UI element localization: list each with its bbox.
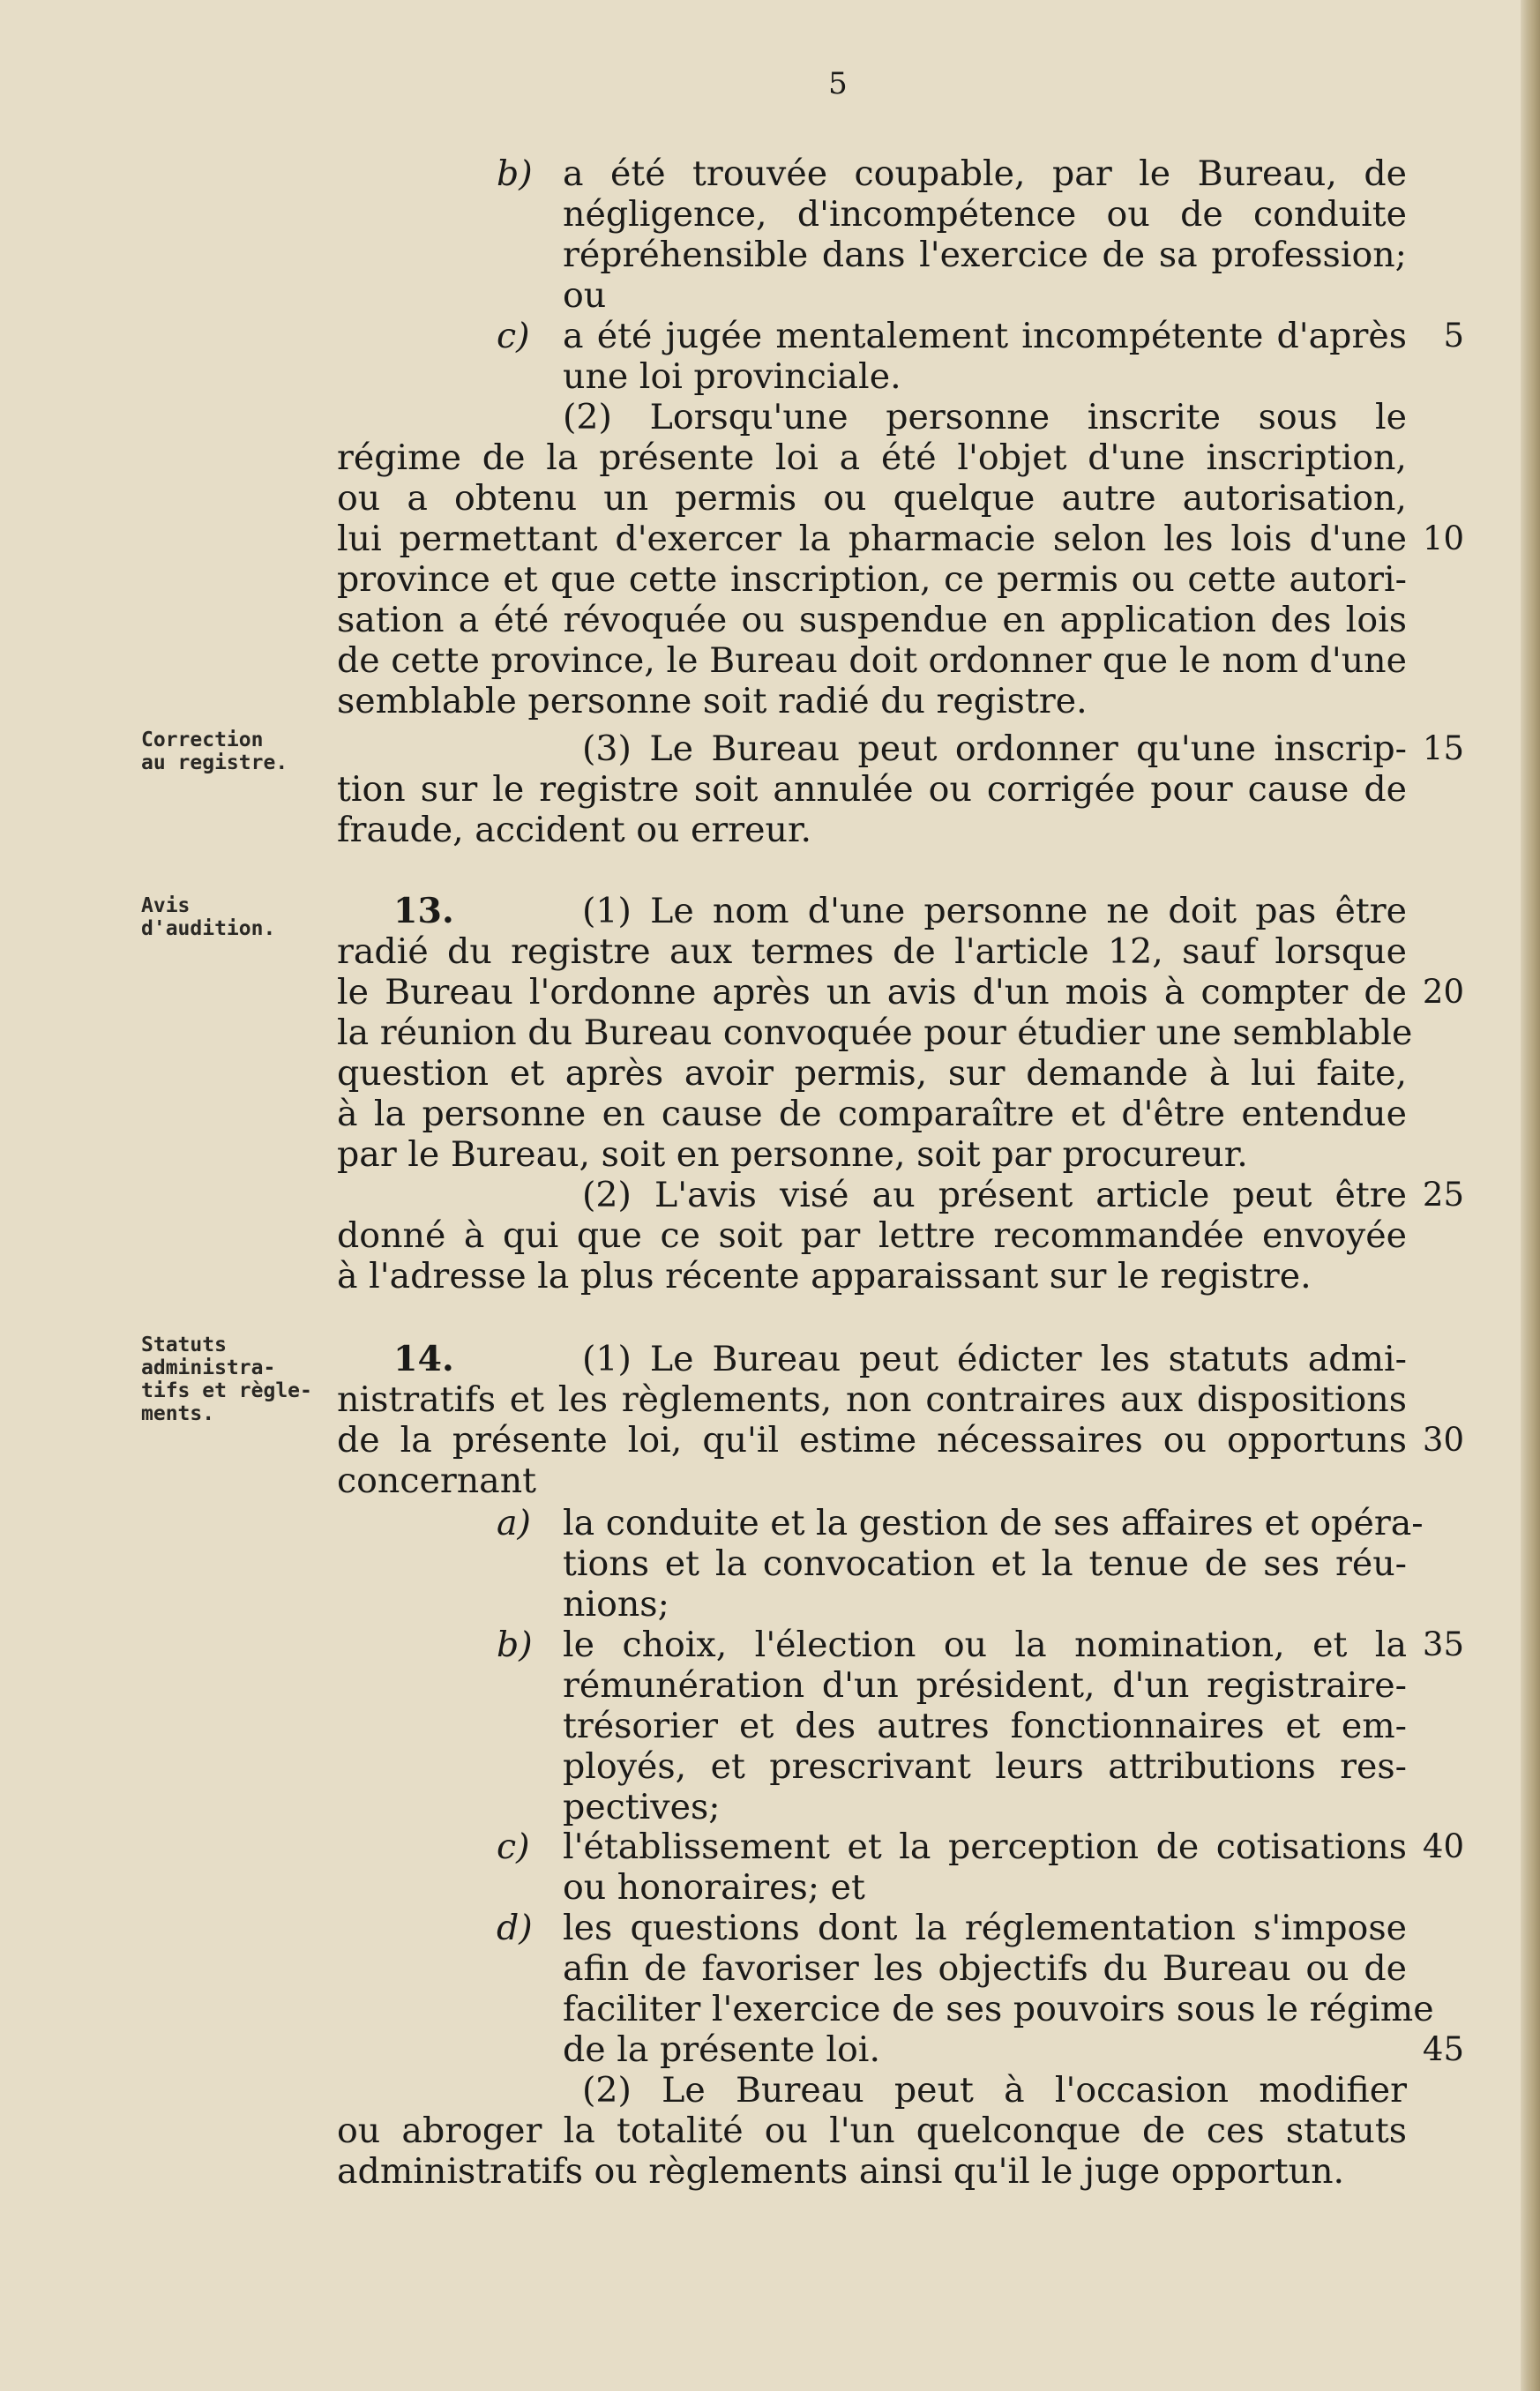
text-line: trésorier et des autres fonctionnaires et em-	[563, 1706, 1407, 1746]
text-line: la conduite et la gestion de ses affaires et opéra-	[563, 1503, 1424, 1543]
text-line: nions;	[563, 1584, 669, 1625]
line-number: 10	[1422, 519, 1464, 557]
text-line: négligence, d'incompétence ou de conduite	[563, 194, 1407, 235]
text-line: de la présente loi.	[563, 2029, 880, 2070]
page-edge	[1521, 0, 1540, 2391]
line-number: 45	[1422, 2030, 1464, 2068]
text-line: ou	[563, 275, 607, 316]
text-line: fraude, accident ou erreur.	[337, 810, 812, 850]
line-number: 15	[1422, 729, 1464, 767]
text-line: de la présente loi, qu'il estime nécessaires ou opportuns	[337, 1420, 1407, 1461]
line-number: 25	[1422, 1176, 1464, 1214]
margin-note-line: Statuts	[141, 1334, 227, 1356]
text-line: l'établissement et la perception de cotisations	[563, 1827, 1407, 1867]
text-line: province et que cette inscription, ce permis ou cette autori-	[337, 559, 1407, 600]
margin-note-avis	[141, 894, 318, 940]
text-line: nistratifs et les règlements, non contraires aux dispositions	[337, 1379, 1407, 1420]
line-number: 30	[1422, 1421, 1464, 1459]
text-line: tion sur le registre soit annulée ou corrigée pour cause de	[337, 769, 1407, 810]
text-line: (2) Le Bureau peut à l'occasion modifier	[582, 2070, 1407, 2111]
text-line: régime de la présente loi a été l'objet d'une inscription,	[337, 437, 1407, 478]
margin-note-line: ments.	[141, 1402, 215, 1425]
text-line: la réunion du Bureau convoquée pour étudier une semblable	[337, 1012, 1413, 1053]
section-number-13: 13.	[393, 891, 454, 931]
text-line: rémunération d'un président, d'un registraire-	[563, 1665, 1407, 1706]
text-line: de cette province, le Bureau doit ordonner que le nom d'une	[337, 640, 1407, 681]
line-number: 20	[1422, 973, 1464, 1011]
text-line: question et après avoir permis, sur demande à lui faite,	[337, 1053, 1407, 1094]
line-number: 40	[1422, 1827, 1464, 1865]
line-number: 5	[1443, 317, 1464, 355]
text-line: (3) Le Bureau peut ordonner qu'une inscrip-	[582, 729, 1407, 769]
item-letter-a: a)	[497, 1503, 531, 1543]
text-line: semblable personne soit radié du registre.	[337, 681, 1088, 721]
text-line: radié du registre aux termes de l'article 12, sauf lorsque	[337, 931, 1407, 972]
text-line: à la personne en cause de comparaître et d'être entendue	[337, 1094, 1407, 1134]
text-line: a été trouvée coupable, par le Bureau, de	[563, 153, 1407, 194]
margin-note-statuts	[141, 1334, 318, 1425]
text-line: (2) L'avis visé au présent article peut être	[582, 1175, 1407, 1215]
item-letter-b: b)	[497, 153, 533, 194]
text-line: ou abroger la totalité ou l'un quelconque de ces statuts	[337, 2111, 1407, 2151]
text-line: sation a été révoquée ou suspendue en application des lois	[337, 600, 1407, 640]
text-line: par le Bureau, soit en personne, soit par procureur.	[337, 1134, 1248, 1175]
text-line: à l'adresse la plus récente apparaissant sur le registre.	[337, 1256, 1312, 1296]
text-line: le choix, l'élection ou la nomination, et la	[563, 1625, 1407, 1665]
text-line: ployés, et prescrivant leurs attributions res-	[563, 1746, 1407, 1787]
page-number: 5	[828, 66, 848, 101]
text-line: ou honoraires; et	[563, 1867, 865, 1908]
text-line: faciliter l'exercice de ses pouvoirs sous le régime	[563, 1989, 1434, 2029]
margin-note-line: tifs et règle-	[141, 1379, 312, 1402]
text-line: (1) Le nom d'une personne ne doit pas être	[582, 891, 1407, 931]
text-line: (1) Le Bureau peut édicter les statuts admi-	[582, 1339, 1407, 1379]
text-line: une loi provinciale.	[563, 356, 901, 397]
text-line: afin de favoriser les objectifs du Bureau ou de	[563, 1948, 1407, 1989]
line-number: 35	[1422, 1625, 1464, 1663]
section-number-14: 14.	[393, 1339, 454, 1379]
item-letter-d: d)	[497, 1908, 533, 1948]
text-line: a été jugée mentalement incompétente d'après	[563, 316, 1407, 356]
margin-note-line: administra-	[141, 1356, 276, 1379]
text-line: tions et la convocation et la tenue de ses réu-	[563, 1543, 1407, 1584]
item-letter-c: c)	[497, 316, 530, 356]
margin-note-line: Correction	[141, 729, 264, 751]
text-line: administratifs ou règlements ainsi qu'il le juge opportun.	[337, 2151, 1345, 2192]
text-line: répréhensible dans l'exercice de sa profession;	[563, 235, 1407, 275]
margin-note-line: d'audition.	[141, 917, 276, 940]
margin-note-correction	[141, 729, 318, 774]
item-letter-c: c)	[497, 1827, 530, 1867]
margin-note-line: au registre.	[141, 751, 288, 774]
text-line: donné à qui que ce soit par lettre recommandée envoyée	[337, 1215, 1407, 1256]
text-line: lui permettant d'exercer la pharmacie selon les lois d'une	[337, 519, 1407, 559]
text-line: ou a obtenu un permis ou quelque autre autorisation,	[337, 478, 1407, 519]
text-line: les questions dont la réglementation s'impose	[563, 1908, 1407, 1948]
text-line: le Bureau l'ordonne après un avis d'un mois à compter de	[337, 972, 1407, 1012]
item-letter-b: b)	[497, 1625, 533, 1665]
margin-note-line: Avis	[141, 894, 191, 917]
text-line: pectives;	[563, 1787, 721, 1827]
text-line: (2) Lorsqu'une personne inscrite sous le	[563, 397, 1407, 437]
text-line: concernant	[337, 1461, 537, 1501]
